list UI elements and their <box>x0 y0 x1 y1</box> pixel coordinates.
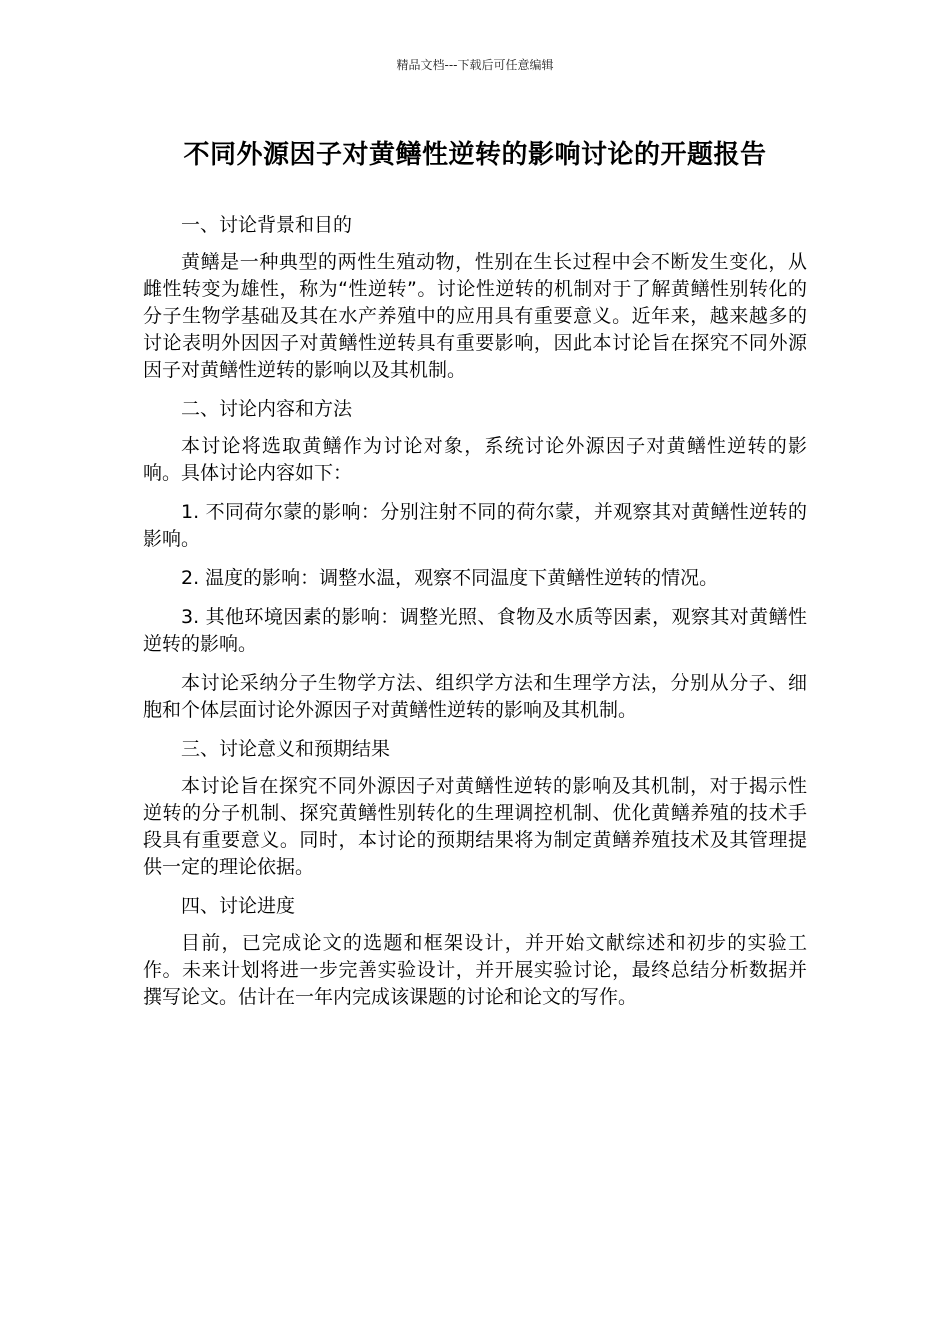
paragraph-significance: 本讨论旨在探究不同外源因子对黄鳝性逆转的影响及其机制，对于揭示性逆转的分子机制、探究黄鳝性别转化的生理调控机制、优化黄鳝养殖的技术手段具有重要意义。同时，本讨论的预期结果将为制定黄鳝养殖技术及其管理提供一定的理论依据。 <box>143 775 807 878</box>
document-title: 不同外源因子对黄鳝性逆转的影响讨论的开题报告 <box>183 140 767 170</box>
paragraph-methods-intro: 本讨论将选取黄鳝作为讨论对象，系统讨论外源因子对黄鳝性逆转的影响。具体讨论内容如下： <box>143 435 807 484</box>
paragraph-background: 黄鳝是一种典型的两性生殖动物，性别在生长过程中会不断发生变化，从雌性转变为雄性，称为“性逆转”。讨论性逆转的机制对于了解黄鳝性别转化的分子生物学基础及其在水产养殖中的应用具有重要意义。近年来，越来越多的讨论表明外因因子对黄鳝性逆转具有重要影响，因此本讨论旨在探究不同外源因子对黄鳝性逆转的影响以及其机制。 <box>143 251 807 381</box>
section-heading-significance: 三、讨论意义和预期结果 <box>181 738 391 760</box>
header-note: 精品文档---下载后可任意编辑 <box>396 58 554 72</box>
list-item-hormone: 1. 不同荷尔蒙的影响：分别注射不同的荷尔蒙，并观察其对黄鳝性逆转的影响。 <box>143 501 807 550</box>
paragraph-methods-approach: 本讨论采纳分子生物学方法、组织学方法和生理学方法，分别从分子、细胞和个体层面讨论外源因子对黄鳝性逆转的影响及其机制。 <box>143 672 807 721</box>
document-body <box>143 212 807 1023</box>
list-item-environment: 3. 其他环境因素的影响：调整光照、食物及水质等因素，观察其对黄鳝性逆转的影响。 <box>143 606 807 655</box>
list-item-temperature: 2. 温度的影响：调整水温，观察不同温度下黄鳝性逆转的情况。 <box>181 567 719 589</box>
section-heading-methods: 二、讨论内容和方法 <box>181 398 353 420</box>
section-heading-progress: 四、讨论进度 <box>181 895 296 917</box>
section-heading-background: 一、讨论背景和目的 <box>181 214 353 236</box>
paragraph-progress: 目前，已完成论文的选题和框架设计，并开始文献综述和初步的实验工作。未来计划将进一步完善实验设计，并开展实验讨论，最终总结分析数据并撰写论文。估计在一年内完成该课题的讨论和论文的写作。 <box>143 932 807 1008</box>
